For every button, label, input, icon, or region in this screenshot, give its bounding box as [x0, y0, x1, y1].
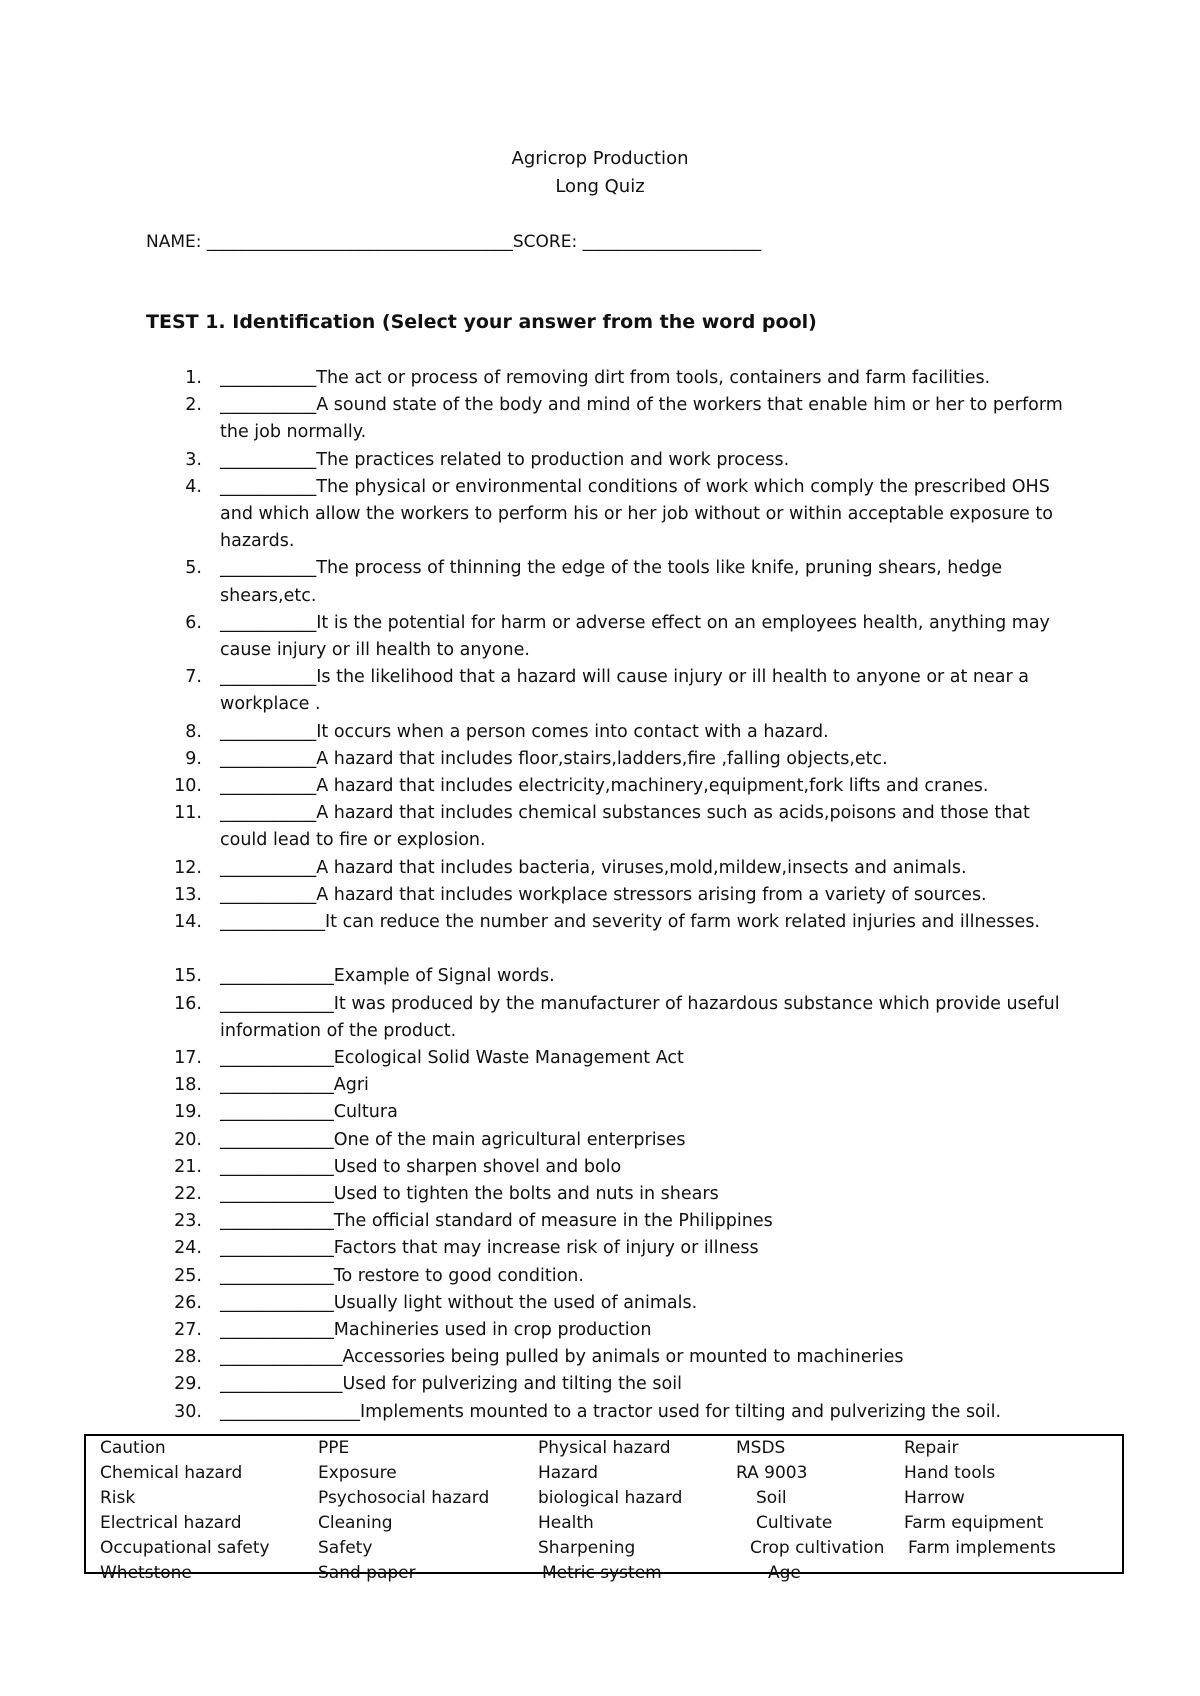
question-number: 16.	[174, 993, 202, 1014]
question-number: 25.	[174, 1265, 202, 1286]
question-text: _____________Used to sharpen shovel and bolo	[220, 1156, 622, 1177]
question-number: 26.	[174, 1292, 202, 1313]
word-pool-term: Farm equipment	[904, 1513, 1044, 1533]
question-number: 17.	[174, 1048, 202, 1068]
word-pool-term: Health	[538, 1513, 594, 1533]
question-text: ___________It is the potential for harm or adverse effect on an employees health, anything may cause injury or ill health to anyone.	[220, 612, 1050, 660]
question-number: 8.	[185, 721, 202, 742]
word-pool-term: Electrical hazard	[100, 1513, 242, 1533]
question-number: 2.	[185, 395, 202, 416]
question-text: ___________A hazard that includes chemical substances such as acids,poisons and those that could lead to fire or explosion.	[220, 803, 1030, 851]
question-number: 20.	[174, 1129, 202, 1150]
word-pool-term: Occupational safety	[100, 1538, 270, 1558]
word-pool-term: Cultivate	[756, 1513, 833, 1533]
word-pool-term: PPE	[318, 1438, 350, 1458]
word-pool-term: Hand tools	[904, 1463, 996, 1483]
question-text: ___________It occurs when a person comes into contact with a hazard.	[220, 721, 829, 742]
document-subtitle: Long Quiz	[555, 176, 645, 197]
word-pool-term: Physical hazard	[538, 1438, 671, 1458]
question-text: _____________To restore to good condition.	[220, 1265, 584, 1286]
question-text: ___________The process of thinning the edge of the tools like knife, pruning shears, hedge shears,etc.	[220, 558, 1003, 606]
question-number: 15.	[174, 966, 202, 987]
word-pool-term: Farm implements	[908, 1538, 1056, 1558]
question-text: ___________The act or process of removing dirt from tools, containers and farm facilities.	[220, 368, 991, 388]
question-number: 11.	[174, 803, 202, 824]
question-number: 9.	[185, 748, 202, 769]
question-text: ___________A hazard that includes floor,stairs,ladders,fire ,falling objects,etc.	[220, 748, 888, 769]
question-number: 29.	[174, 1374, 202, 1395]
question-text: ___________A hazard that includes workplace stressors arising from a variety of sources.	[220, 884, 987, 905]
question-text: ___________A hazard that includes bacteria, viruses,mold,mildew,insects and animals.	[220, 857, 967, 878]
question-number: 4.	[185, 476, 202, 497]
word-pool-term: RA 9003	[736, 1463, 808, 1483]
question-number: 1.	[185, 368, 202, 388]
question-number: 21.	[174, 1156, 202, 1177]
question-text: _____________Ecological Solid Waste Management Act	[220, 1048, 684, 1068]
word-pool-term: Hazard	[538, 1463, 599, 1483]
question-number: 27.	[174, 1320, 202, 1340]
question-number: 13.	[174, 884, 202, 905]
word-pool-term: Whetstone	[100, 1563, 192, 1583]
question-text: ________________Implements mounted to a tractor used for tilting and pulverizing the soil.	[220, 1401, 1002, 1422]
word-pool-term: Chemical hazard	[100, 1463, 243, 1483]
word-pool-term: biological hazard	[538, 1488, 683, 1508]
question-text: ___________The physical or environmental conditions of work which comply the prescribed OHS and which allow the workers to perform his or her job without or within acceptable exposure to hazards.	[220, 476, 1053, 552]
word-pool-box	[84, 1434, 1124, 1583]
question-text: _____________Usually light without the used of animals.	[220, 1292, 698, 1313]
question-text: ____________It can reduce the number and severity of farm work related injuries and illnesses.	[220, 912, 1040, 932]
question-text: _____________Machineries used in crop production	[220, 1320, 652, 1340]
question-number: 30.	[174, 1401, 202, 1422]
question-number: 10.	[174, 776, 202, 796]
test1-heading: TEST 1. Identification (Select your answer from the word pool)	[146, 311, 817, 333]
word-pool-term: Harrow	[904, 1488, 965, 1508]
question-number: 5.	[185, 558, 202, 579]
question-number: 18.	[174, 1075, 202, 1096]
word-pool-term: Age	[768, 1563, 801, 1583]
word-pool-term: Psychosocial hazard	[318, 1488, 490, 1508]
question-text: ______________Accessories being pulled by animals or mounted to machineries	[220, 1347, 904, 1368]
question-text: ___________Is the likelihood that a hazard will cause injury or ill health to anyone or at near a workplace .	[220, 667, 1029, 715]
question-number: 6.	[185, 612, 202, 633]
document-title: Agricrop Production	[511, 148, 689, 169]
word-pool-term: Cleaning	[318, 1513, 393, 1533]
question-text: _____________It was produced by the manufacturer of hazardous substance which provide useful information of the product.	[220, 993, 1060, 1041]
question-text: _____________Factors that may increase risk of injury or illness	[220, 1238, 759, 1259]
question-number: 19.	[174, 1102, 202, 1123]
word-pool-term: Sharpening	[538, 1538, 636, 1558]
question-number: 3.	[185, 449, 202, 470]
question-text: ___________A hazard that includes electricity,machinery,equipment,fork lifts and cranes.	[220, 776, 989, 796]
question-text: ___________The practices related to production and work process.	[220, 449, 790, 470]
word-pool-term: Safety	[318, 1538, 373, 1558]
question-number: 24.	[174, 1238, 202, 1259]
name-score-line: NAME: ____________________________________SCORE: _____________________	[146, 232, 762, 252]
question-number: 7.	[185, 667, 202, 688]
question-text: _____________Used to tighten the bolts and nuts in shears	[220, 1184, 719, 1204]
word-pool-term: Metric system	[542, 1563, 662, 1583]
word-pool-term: Soil	[756, 1488, 787, 1508]
question-number: 22.	[174, 1184, 202, 1204]
word-pool-term: Caution	[100, 1438, 166, 1458]
question-text: _____________Cultura	[220, 1102, 398, 1123]
word-pool-term: Risk	[100, 1488, 136, 1508]
question-text: _____________Example of Signal words.	[220, 966, 555, 987]
question-text: ______________Used for pulverizing and tilting the soil	[220, 1374, 682, 1395]
question-text: _____________Agri	[220, 1075, 369, 1096]
question-number: 23.	[174, 1211, 202, 1232]
word-pool-term: Sand paper	[318, 1563, 416, 1583]
word-pool-term: MSDS	[736, 1438, 786, 1458]
question-number: 28.	[174, 1347, 202, 1368]
question-text: _____________One of the main agricultural enterprises	[220, 1129, 686, 1150]
word-pool-term: Crop cultivation	[750, 1538, 885, 1558]
question-number: 14.	[174, 912, 202, 932]
word-pool-term: Exposure	[318, 1463, 397, 1483]
word-pool-term: Repair	[904, 1438, 959, 1458]
question-text: _____________The official standard of measure in the Philippines	[220, 1211, 773, 1232]
question-number: 12.	[174, 857, 202, 878]
question-text: ___________A sound state of the body and mind of the workers that enable him or her to perform the job normally.	[220, 395, 1063, 443]
